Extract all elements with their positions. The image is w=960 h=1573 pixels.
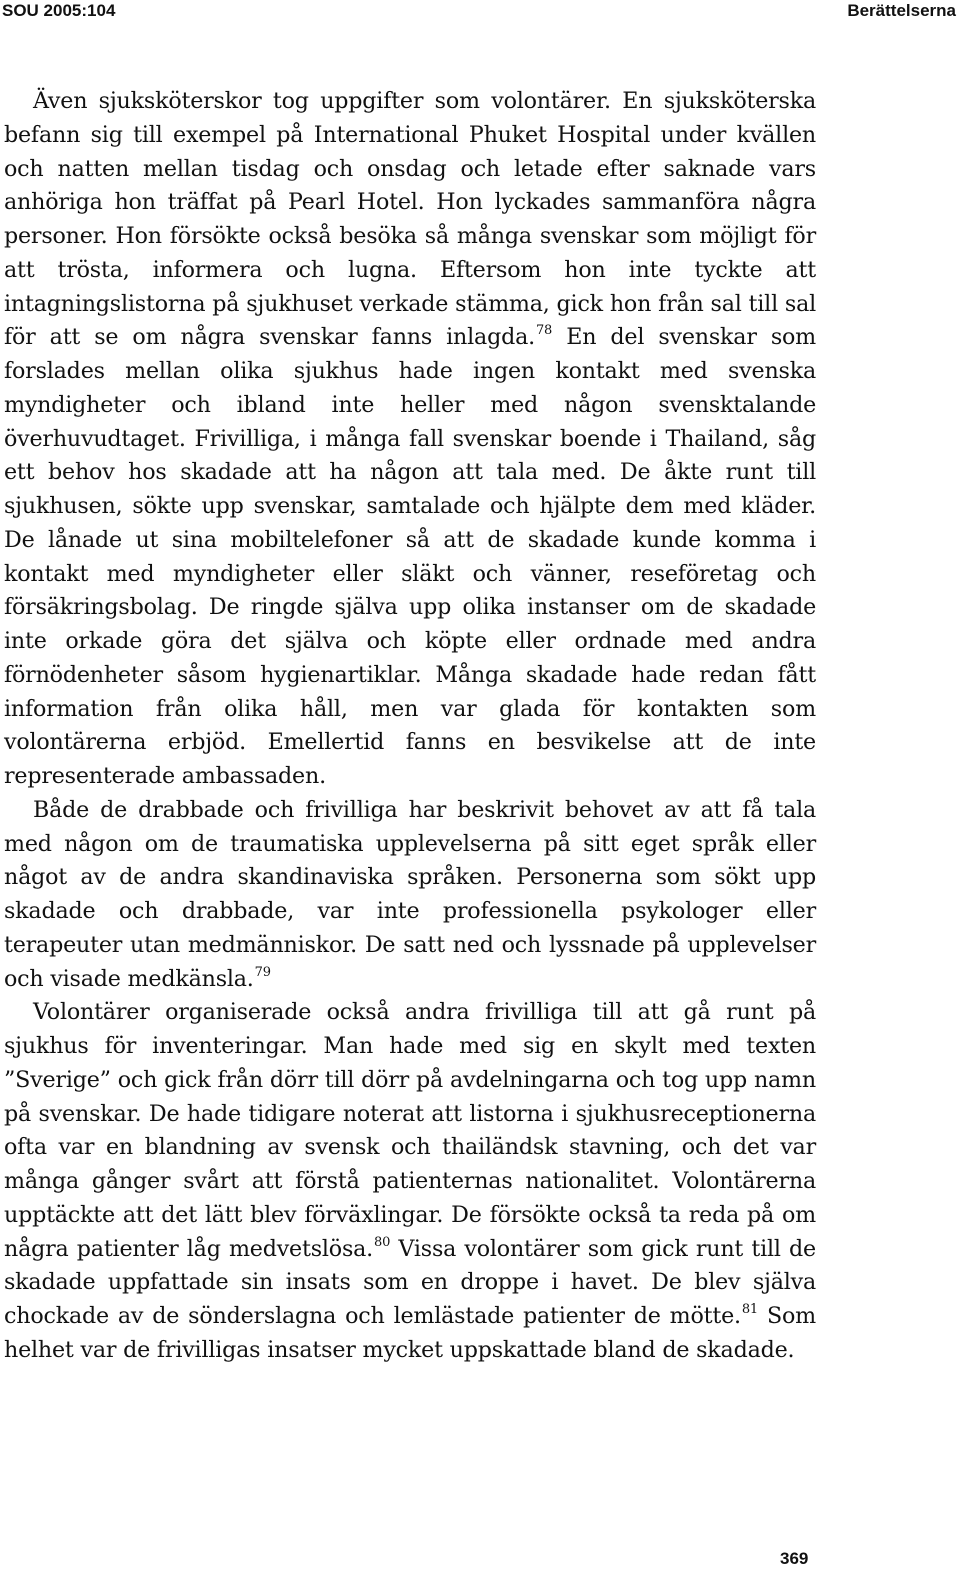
- footnote-marker[interactable]: 80: [374, 1234, 391, 1250]
- chapter-title: Berättelserna: [847, 1, 956, 20]
- paragraph-text: Som helhet var de frivilligas insatser mycket uppskattade bland de skadade.: [4, 1303, 816, 1363]
- footnote-marker[interactable]: 79: [254, 964, 271, 980]
- body-text: [4, 85, 816, 1368]
- footnote-marker[interactable]: 78: [535, 323, 553, 339]
- paragraph-text: Både de drabbade och frivilliga har beskrivit behovet av att få tala med någon om de traumatiska upplevelserna på sitt eget språk eller något av de andra skandinaviska språken. Personerna som sökt upp skadade och drabbade, var inte professionella psykologer eller terapeuter utan medmänniskor. De satt ned och lyssnade på upplevelser och visade medkänsla.: [4, 796, 816, 992]
- page-header: [0, 0, 960, 24]
- paragraph-text: En del svenskar som forslades mellan olika sjukhus hade ingen kontakt med svenska myndigheter och ibland inte heller med någon svensktalande överhuvudtaget. Frivilliga, i många fall svenskar boende i Thailand, såg ett behov hos skadade att ha någon att tala med. De åkte runt till sjukhusen, sökte upp svenskar, samtalade och hjälpte dem med kläder. De lånade ut sina mobiltelefoner så att de skadade kunde komma i kontakt med myndigheter eller släkt och vänner, reseföretag och försäkringsbolag. De ringde själva upp olika instanser om de skadade inte orkade göra det själva och köpte eller ordnade med andra förnödenheter såsom hygienartiklar. Många skadade hade redan fått information från olika håll, men var glada för kontakten som volontärerna erbjöd. Emellertid fanns en besvikelse att de inte representerade ambassaden.: [4, 324, 816, 789]
- paragraph: [4, 794, 816, 997]
- report-id: SOU 2005:104: [2, 1, 116, 20]
- paragraph-text: Volontärer organiserade också andra frivilliga till att gå runt på sjukhus för inventeringar. Man hade med sig en skylt med texten ”Sverige” och gick från dörr till dörr på avdelningarna och tog upp namn på svenskar. De hade tidigare noterat att listorna i sjukhusreceptionerna ofta var en blandning av svensk och thailändsk stavning, och det var många gånger svårt att förstå patienternas nationalitet. Volontärerna upptäckte att det lätt blev förväxlingar. De försökte också ta reda på om några patienter låg medvetslösa.: [4, 999, 816, 1262]
- paragraph: [4, 996, 816, 1367]
- paragraph-text: Även sjuksköterskor tog uppgifter som volontärer. En sjuksköterska befann sig till exempel på International Phuket Hospital under kvällen och natten mellan tisdag och onsdag och letade efter saknade vars anhöriga hon träffat på Pearl Hotel. Hon lyckades sammanföra några personer. Hon försökte också besöka så många svenskar som möjligt för att trösta, informera och lugna. Eftersom hon inte tyckte att intagningslistorna på sjukhuset verkade stämma, gick hon från sal till sal för att se om några svenskar fanns inlagda.: [4, 88, 816, 351]
- paragraph-text: Vissa volontärer som gick runt till de skadade uppfattade sin insats som en droppe i havet. De blev själva chockade av de sönderslagna och lemlästade patienter de mötte.: [4, 1235, 816, 1329]
- page-number: 369: [780, 1549, 809, 1568]
- paragraph: [4, 85, 816, 794]
- footnote-marker[interactable]: 81: [741, 1302, 759, 1317]
